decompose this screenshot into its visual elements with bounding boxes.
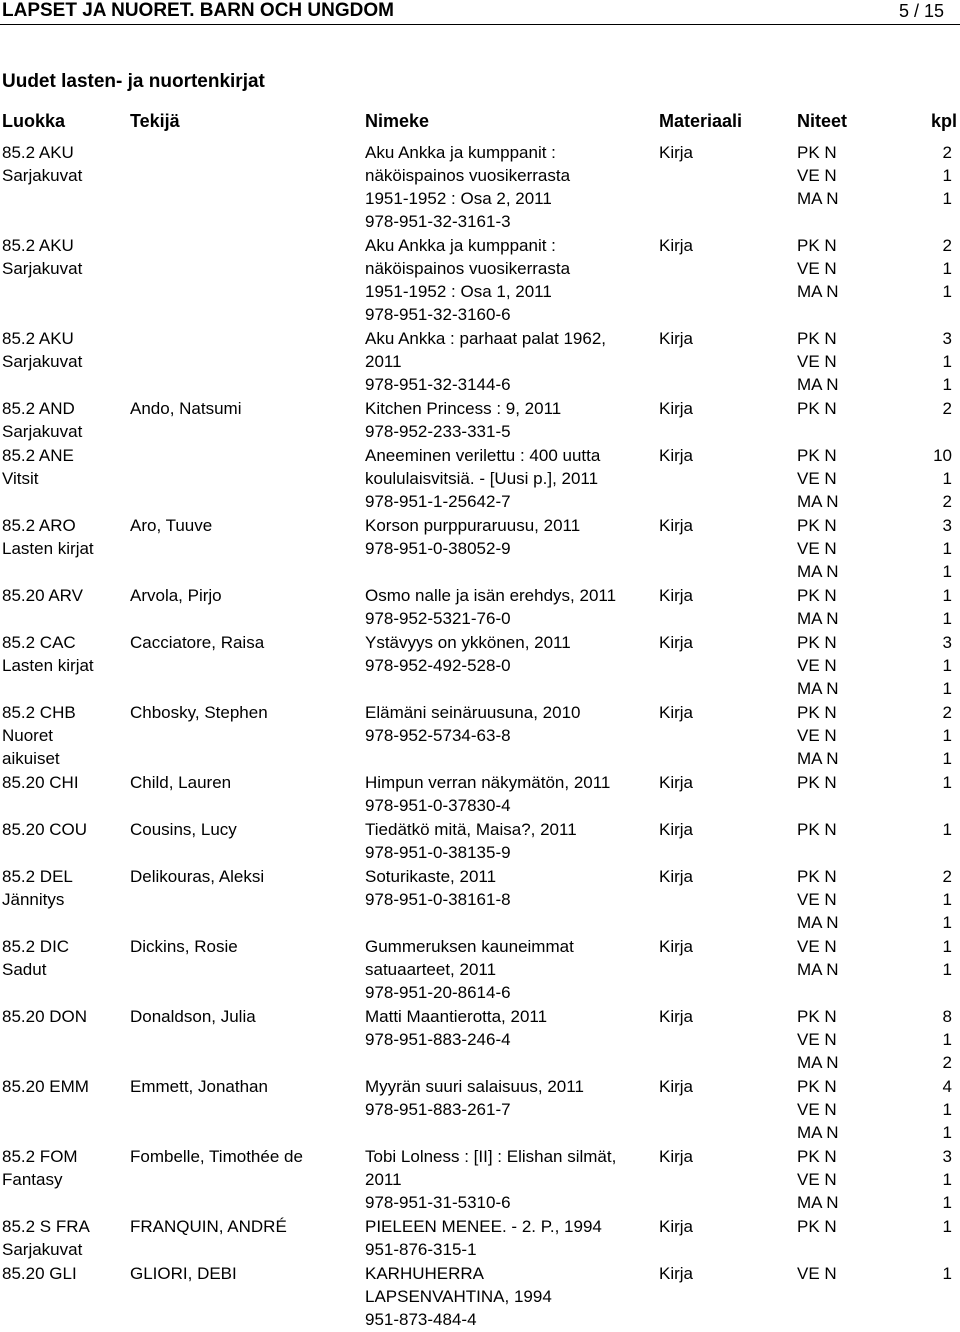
title-cell-line: koululaisvitsiä. - [Uusi p.], 2011 <box>365 469 599 488</box>
table-row <box>0 1215 960 1262</box>
author-cell-line: GLIORI, DEBI <box>130 1264 237 1283</box>
copy-count: 3 <box>942 633 952 652</box>
classification-cell-line: 85.2 AND <box>2 399 75 418</box>
count-cell <box>860 397 960 420</box>
copy-count: 2 <box>942 143 952 162</box>
copy-count: 1 <box>942 352 952 371</box>
table-row <box>0 141 960 234</box>
title-cell-line: Tobi Lolness : [II] : Elishan silmät, <box>365 1147 617 1166</box>
classification-cell-line: aikuiset <box>2 749 60 768</box>
table-row <box>0 1145 960 1215</box>
branch-location: VE N <box>797 1100 837 1119</box>
author-cell <box>130 701 358 724</box>
copy-count: 3 <box>942 1147 952 1166</box>
classification-cell <box>2 631 124 677</box>
branch-location: PK N <box>797 236 837 255</box>
count-cell <box>860 444 960 513</box>
column-header-tekija: Tekijä <box>130 111 180 131</box>
material-cell: Kirja <box>659 703 694 722</box>
author-cell-line: Emmett, Jonathan <box>130 1077 268 1096</box>
title-cell-line: 1951-1952 : Osa 2, 2011 <box>365 189 552 208</box>
material-cell: Kirja <box>659 1007 694 1026</box>
branch-location: PK N <box>797 446 837 465</box>
branch-location: PK N <box>797 1077 837 1096</box>
material-cell: Kirja <box>659 633 694 652</box>
classification-cell <box>2 1145 124 1191</box>
count-cell <box>860 327 960 396</box>
table-row <box>0 935 960 1005</box>
author-cell-line: Dickins, Rosie <box>130 937 238 956</box>
classification-cell-line: 85.2 CAC <box>2 633 76 652</box>
branch-location: MA N <box>797 1193 839 1212</box>
author-cell-line: Child, Lauren <box>130 773 232 792</box>
classification-cell-line: 85.20 EMM <box>2 1077 89 1096</box>
branch-location: PK N <box>797 1147 837 1166</box>
classification-cell <box>2 771 124 794</box>
branch-location: MA N <box>797 282 839 301</box>
title-cell-line: Matti Maantierotta, 2011 <box>365 1007 548 1026</box>
title-cell <box>365 1145 650 1214</box>
material-cell: Kirja <box>659 1217 694 1236</box>
classification-cell-line: Sarjakuvat <box>2 166 83 185</box>
classification-cell-line: 85.2 DEL <box>2 867 73 886</box>
copy-count: 1 <box>942 1217 952 1236</box>
classification-cell-line: 85.2 CHB <box>2 703 76 722</box>
author-cell-line: Aro, Tuuve <box>130 516 213 535</box>
branch-location: VE N <box>797 469 837 488</box>
branch-location: PK N <box>797 399 837 418</box>
title-cell <box>365 771 650 817</box>
copy-count: 1 <box>942 166 952 185</box>
title-cell-line: 2011 <box>365 1170 402 1189</box>
author-cell <box>130 1145 358 1168</box>
copy-count: 1 <box>942 820 952 839</box>
classification-cell-line: Fantasy <box>2 1170 63 1189</box>
classification-cell <box>2 584 124 607</box>
classification-cell-line: Sarjakuvat <box>2 1240 83 1259</box>
copy-count: 1 <box>942 1264 952 1283</box>
title-cell-line: Korson purppuraruusu, 2011 <box>365 516 581 535</box>
column-header-niteet: Niteet <box>797 111 848 131</box>
author-cell-line: Arvola, Pirjo <box>130 586 222 605</box>
table-row <box>0 327 960 397</box>
author-cell-line: Cousins, Lucy <box>130 820 237 839</box>
material-cell: Kirja <box>659 236 694 255</box>
title-cell <box>365 141 650 233</box>
classification-cell <box>2 514 124 560</box>
branch-location: PK N <box>797 820 837 839</box>
material-cell: Kirja <box>659 1264 694 1283</box>
copy-count: 1 <box>942 749 952 768</box>
table-row <box>0 818 960 865</box>
classification-cell <box>2 397 124 443</box>
title-cell-line: 978-951-32-3161-3 <box>365 212 511 231</box>
title-cell-line: Aku Ankka ja kumppanit : <box>365 236 556 255</box>
count-cell <box>860 1145 960 1214</box>
branch-location: MA N <box>797 1053 839 1072</box>
branch-location: PK N <box>797 633 837 652</box>
copy-count: 1 <box>942 259 952 278</box>
branch-location: VE N <box>797 539 837 558</box>
branch-location: PK N <box>797 1007 837 1026</box>
title-cell <box>365 1215 650 1261</box>
copy-count: 1 <box>942 189 952 208</box>
classification-cell-line: Sarjakuvat <box>2 259 83 278</box>
title-cell-line: Soturikaste, 2011 <box>365 867 497 886</box>
count-cell <box>860 1215 960 1238</box>
classification-cell <box>2 234 124 280</box>
material-cell: Kirja <box>659 1147 694 1166</box>
count-cell <box>860 631 960 700</box>
column-header-luokka: Luokka <box>2 111 66 131</box>
document-title: LAPSET JA NUORET. BARN OCH UNGDOM <box>2 0 394 21</box>
author-cell <box>130 935 358 958</box>
classification-cell-line: 85.2 AKU <box>2 143 74 162</box>
classification-cell-line: 85.20 COU <box>2 820 88 839</box>
copy-count: 3 <box>942 516 952 535</box>
classification-cell <box>2 1215 124 1261</box>
copy-count: 1 <box>942 375 952 394</box>
classification-cell-line: Sarjakuvat <box>2 422 83 441</box>
classification-cell <box>2 701 124 770</box>
table-row <box>0 631 960 701</box>
author-cell <box>130 631 358 654</box>
classification-cell-line: 85.2 S FRA <box>2 1217 90 1236</box>
author-cell <box>130 514 358 537</box>
branch-location: VE N <box>797 352 837 371</box>
title-cell-line: Tiedätkö mitä, Maisa?, 2011 <box>365 820 577 839</box>
material-cell: Kirja <box>659 399 694 418</box>
title-cell-line: 978-951-32-3144-6 <box>365 375 511 394</box>
count-cell <box>860 1262 960 1285</box>
material-cell: Kirja <box>659 1077 694 1096</box>
page-indicator: 5 / 15 <box>898 1 944 21</box>
author-cell-line: Chbosky, Stephen <box>130 703 268 722</box>
branch-location: MA N <box>797 960 839 979</box>
copy-count: 1 <box>942 539 952 558</box>
material-cell: Kirja <box>659 516 694 535</box>
author-cell <box>130 865 358 888</box>
copy-count: 1 <box>942 1030 952 1049</box>
branch-location: VE N <box>797 726 837 745</box>
material-cell: Kirja <box>659 329 694 348</box>
branch-location: MA N <box>797 1123 839 1142</box>
title-cell-line: 951-876-315-1 <box>365 1240 477 1259</box>
title-cell <box>365 631 650 677</box>
table-row <box>0 771 960 818</box>
branch-location: VE N <box>797 166 837 185</box>
author-cell <box>130 1215 358 1238</box>
column-header-nimeke: Nimeke <box>365 111 430 131</box>
copy-count: 2 <box>942 399 952 418</box>
copy-count: 1 <box>942 1123 952 1142</box>
branch-location: VE N <box>797 1170 837 1189</box>
count-cell <box>860 1005 960 1074</box>
table-row <box>0 701 960 771</box>
classification-cell-line: Jännitys <box>2 890 65 909</box>
title-cell <box>365 514 650 560</box>
classification-cell <box>2 865 124 911</box>
classification-cell-line: 85.20 ARV <box>2 586 83 605</box>
author-cell <box>130 584 358 607</box>
title-cell-line: 978-952-233-331-5 <box>365 422 511 441</box>
classification-cell <box>2 141 124 187</box>
title-cell-line: Aku Ankka : parhaat palat 1962, <box>365 329 607 348</box>
title-cell-line: 978-951-32-3160-6 <box>365 305 511 324</box>
classification-cell <box>2 444 124 490</box>
copy-count: 1 <box>942 726 952 745</box>
count-cell <box>860 514 960 583</box>
title-cell-line: Elämäni seinäruusuna, 2010 <box>365 703 581 722</box>
classification-cell-line: 85.20 GLI <box>2 1264 77 1283</box>
title-cell-line: näköispainos vuosikerrasta <box>365 259 571 278</box>
branch-location: MA N <box>797 913 839 932</box>
classification-cell-line: Lasten kirjat <box>2 539 94 558</box>
title-cell <box>365 234 650 326</box>
table-row <box>0 514 960 584</box>
count-cell <box>860 771 960 794</box>
title-cell-line: 978-952-5321-76-0 <box>365 609 511 628</box>
title-cell-line: Himpun verran näkymätön, 2011 <box>365 773 611 792</box>
count-cell <box>860 701 960 770</box>
table-row <box>0 1005 960 1075</box>
classification-cell-line: 85.2 FOM <box>2 1147 78 1166</box>
branch-location: MA N <box>797 492 839 511</box>
material-cell: Kirja <box>659 143 694 162</box>
title-cell-line: 978-951-883-246-4 <box>365 1030 511 1049</box>
copy-count: 10 <box>933 446 952 465</box>
classification-cell-line: 85.2 ARO <box>2 516 76 535</box>
classification-cell <box>2 935 124 981</box>
copy-count: 3 <box>942 329 952 348</box>
table-row <box>0 1075 960 1145</box>
copy-count: 1 <box>942 609 952 628</box>
classification-cell-line: 85.20 CHI <box>2 773 79 792</box>
branch-location: VE N <box>797 1030 837 1049</box>
copy-count: 1 <box>942 960 952 979</box>
section-title: Uudet lasten- ja nuortenkirjat <box>2 71 265 92</box>
table-row <box>0 584 960 631</box>
count-cell <box>860 935 960 981</box>
material-cell: Kirja <box>659 773 694 792</box>
title-cell-line: näköispainos vuosikerrasta <box>365 166 571 185</box>
classification-cell-line: Sadut <box>2 960 47 979</box>
title-cell-line: 1951-1952 : Osa 1, 2011 <box>365 282 552 301</box>
table-row <box>0 865 960 935</box>
branch-location: MA N <box>797 609 839 628</box>
column-header-kpl: kpl <box>931 111 958 131</box>
classification-cell-line: Lasten kirjat <box>2 656 94 675</box>
copy-count: 1 <box>942 586 952 605</box>
title-cell-line: satuaarteet, 2011 <box>365 960 497 979</box>
author-cell <box>130 397 358 420</box>
author-cell-line: Donaldson, Julia <box>130 1007 256 1026</box>
copy-count: 1 <box>942 469 952 488</box>
title-cell-line: 978-951-0-38135-9 <box>365 843 511 862</box>
title-cell-line: Myyrän suuri salaisuus, 2011 <box>365 1077 584 1096</box>
table-row <box>0 444 960 514</box>
copy-count: 2 <box>942 492 952 511</box>
title-cell <box>365 701 650 747</box>
material-cell: Kirja <box>659 867 694 886</box>
title-cell <box>365 397 650 443</box>
copy-count: 2 <box>942 867 952 886</box>
title-cell-line: 978-952-5734-63-8 <box>365 726 511 745</box>
classification-cell <box>2 1005 124 1028</box>
copy-count: 1 <box>942 1193 952 1212</box>
author-cell-line: Delikouras, Aleksi <box>130 867 265 886</box>
title-cell-line: Osmo nalle ja isän erehdys, 2011 <box>365 586 617 605</box>
classification-cell-line: 85.2 AKU <box>2 236 74 255</box>
title-cell-line: Gummeruksen kauneimmat <box>365 937 574 956</box>
copy-count: 1 <box>942 1100 952 1119</box>
material-cell: Kirja <box>659 820 694 839</box>
copy-count: 1 <box>942 656 952 675</box>
material-cell: Kirja <box>659 937 694 956</box>
page-header <box>0 0 960 25</box>
title-cell <box>365 818 650 864</box>
branch-location: VE N <box>797 937 837 956</box>
author-cell-line: FRANQUIN, ANDRÉ <box>130 1217 287 1236</box>
copy-count: 8 <box>942 1007 952 1026</box>
classification-cell-line: Sarjakuvat <box>2 352 83 371</box>
author-cell <box>130 771 358 794</box>
title-cell-line: KARHUHERRA <box>365 1264 485 1283</box>
author-cell <box>130 818 358 841</box>
copy-count: 4 <box>942 1077 952 1096</box>
title-cell <box>365 865 650 911</box>
title-cell-line: 978-951-883-261-7 <box>365 1100 511 1119</box>
title-cell <box>365 327 650 396</box>
copy-count: 1 <box>942 937 952 956</box>
title-cell <box>365 444 650 513</box>
classification-cell-line: 85.2 DIC <box>2 937 70 956</box>
author-cell-line: Fombelle, Timothée de <box>130 1147 303 1166</box>
branch-location: MA N <box>797 375 839 394</box>
branch-location: VE N <box>797 259 837 278</box>
branch-location: PK N <box>797 329 837 348</box>
branch-location: VE N <box>797 890 837 909</box>
author-cell-line: Ando, Natsumi <box>130 399 242 418</box>
classification-cell <box>2 1075 124 1098</box>
title-cell <box>365 1262 650 1331</box>
header-divider <box>0 24 960 25</box>
copy-count: 2 <box>942 236 952 255</box>
title-cell-line: Aneeminen verilettu : 400 uutta <box>365 446 601 465</box>
copy-count: 2 <box>942 1053 952 1072</box>
branch-location: MA N <box>797 189 839 208</box>
branch-location: PK N <box>797 143 837 162</box>
branch-location: PK N <box>797 1217 837 1236</box>
count-cell <box>860 818 960 841</box>
count-cell <box>860 865 960 934</box>
count-cell <box>860 234 960 303</box>
branch-location: MA N <box>797 749 839 768</box>
branch-location: MA N <box>797 562 839 581</box>
copy-count: 1 <box>942 679 952 698</box>
copy-count: 2 <box>942 703 952 722</box>
count-cell <box>860 584 960 630</box>
title-cell <box>365 1005 650 1051</box>
classification-cell-line: 85.2 ANE <box>2 446 74 465</box>
title-cell-line: 978-951-31-5310-6 <box>365 1193 511 1212</box>
classification-cell-line: 85.20 DON <box>2 1007 88 1026</box>
title-cell-line: 978-952-492-528-0 <box>365 656 511 675</box>
branch-location: PK N <box>797 586 837 605</box>
title-cell <box>365 1075 650 1121</box>
author-cell <box>130 1262 358 1285</box>
classification-cell-line: Nuoret <box>2 726 54 745</box>
title-cell <box>365 935 650 1004</box>
title-cell-line: 978-951-0-38052-9 <box>365 539 511 558</box>
title-cell-line: Aku Ankka ja kumppanit : <box>365 143 556 162</box>
title-cell-line: LAPSENVAHTINA, 1994 <box>365 1287 552 1306</box>
copy-count: 1 <box>942 1170 952 1189</box>
branch-location: PK N <box>797 773 837 792</box>
count-cell <box>860 141 960 210</box>
branch-location: PK N <box>797 703 837 722</box>
column-header-materiaali: Materiaali <box>659 111 743 131</box>
material-cell: Kirja <box>659 586 694 605</box>
material-cell: Kirja <box>659 446 694 465</box>
branch-location: PK N <box>797 516 837 535</box>
book-list <box>0 141 960 1332</box>
table-row <box>0 1262 960 1332</box>
branch-location: VE N <box>797 656 837 675</box>
author-cell <box>130 1005 358 1028</box>
title-cell-line: 978-951-0-38161-8 <box>365 890 511 909</box>
title-cell-line: Kitchen Princess : 9, 2011 <box>365 399 562 418</box>
copy-count: 1 <box>942 913 952 932</box>
classification-cell <box>2 818 124 841</box>
copy-count: 1 <box>942 562 952 581</box>
branch-location: VE N <box>797 1264 837 1283</box>
title-cell-line: 978-951-0-37830-4 <box>365 796 511 815</box>
title-cell <box>365 584 650 630</box>
classification-cell-line: Vitsit <box>2 469 39 488</box>
author-cell <box>130 1075 358 1098</box>
classification-cell-line: 85.2 AKU <box>2 329 74 348</box>
branch-location: PK N <box>797 867 837 886</box>
copy-count: 1 <box>942 890 952 909</box>
table-row <box>0 234 960 327</box>
classification-cell <box>2 327 124 373</box>
copy-count: 1 <box>942 773 952 792</box>
branch-location: MA N <box>797 679 839 698</box>
title-cell-line: PIELEEN MENEE. - 2. P., 1994 <box>365 1217 602 1236</box>
title-cell-line: 978-951-20-8614-6 <box>365 983 511 1002</box>
title-cell-line: 951-873-484-4 <box>365 1310 477 1329</box>
count-cell <box>860 1075 960 1144</box>
copy-count: 1 <box>942 282 952 301</box>
author-cell-line: Cacciatore, Raisa <box>130 633 265 652</box>
title-cell-line: 978-951-1-25642-7 <box>365 492 511 511</box>
title-cell-line: 2011 <box>365 352 402 371</box>
title-cell-line: Ystävyys on ykkönen, 2011 <box>365 633 571 652</box>
classification-cell <box>2 1262 124 1285</box>
table-row <box>0 397 960 444</box>
